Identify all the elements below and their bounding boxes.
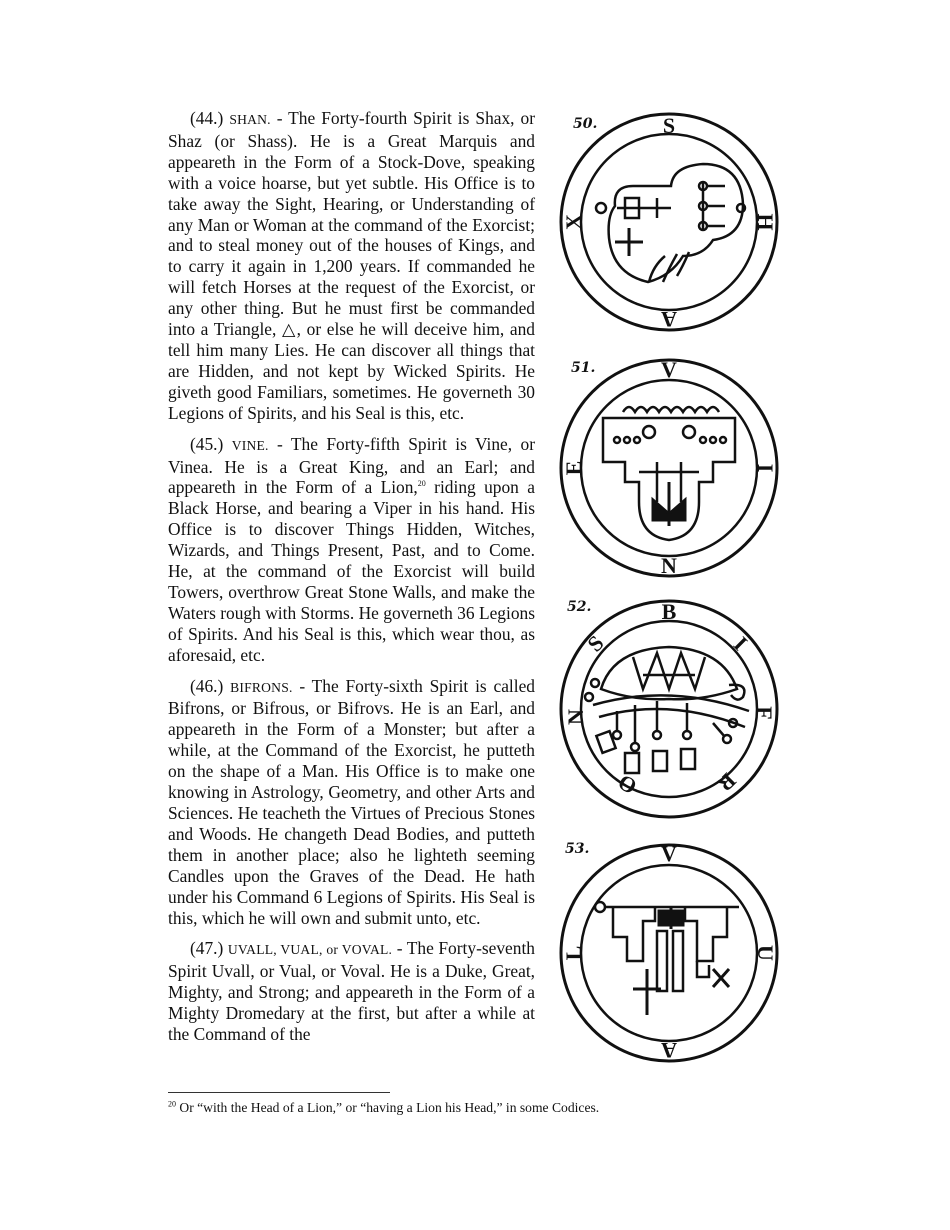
seal-number: 51. bbox=[571, 360, 596, 376]
footnote-marker[interactable]: 20 bbox=[417, 479, 426, 489]
seal-vine bbox=[553, 352, 785, 584]
seal-letter: R bbox=[712, 768, 742, 798]
seal-letter: U bbox=[753, 945, 778, 961]
seal-letter: E bbox=[561, 460, 586, 476]
spirit-name: UVALL, VUAL, or VOVAL. bbox=[227, 942, 393, 958]
seal-letter: N bbox=[563, 709, 588, 725]
seal-letter: O bbox=[613, 769, 641, 800]
spirit-name: SHAN. bbox=[229, 112, 271, 127]
main-text-column bbox=[168, 108, 535, 1055]
seal-letter: V bbox=[661, 841, 677, 866]
seal-letter: N bbox=[661, 553, 677, 578]
seal-letter: A bbox=[661, 307, 677, 332]
spirit-name: BIFRONS. bbox=[230, 679, 293, 695]
seal-letter: V bbox=[661, 357, 677, 382]
paragraph-uvall bbox=[168, 938, 535, 1045]
spirit-name: VINE. bbox=[231, 437, 269, 453]
paragraph-body: - The Forty-fourth Spirit is Shax, or Shaz (or Shass). He is a Great Marquis and appeareth in the Form of a Stock-Dove, speaking with a voice hoarse, but yet subtle. His Office is to take away the Sight, Hearing, or Understanding of any Man or Woman at the command of the Exorcist; and to steal money out of the houses of Kings, and to carry it again in 1,200 years. If commanded he will fetch Horses at the request of the Exorcist, or any other thing. But he must first be commanded into a Triangle, △, or else he will deceive him, and tell him many Lies. He can discover all things that are Hidden, and not kept by Wicked Spirits. He giveth good Familiars, sometimes. He governeth 30 Legions of Spirits, and his Seal is this, etc. bbox=[168, 108, 535, 423]
footnote bbox=[168, 1099, 818, 1116]
seal-uvall bbox=[553, 837, 785, 1069]
seal-number: 52. bbox=[567, 599, 592, 615]
seal-letter: A bbox=[661, 1038, 677, 1063]
seal-letter: B bbox=[661, 599, 677, 624]
footnote-number: 20 bbox=[168, 1099, 176, 1109]
footnote-divider bbox=[168, 1092, 390, 1093]
seal-shax-drawing bbox=[553, 106, 785, 338]
seal-letter: X bbox=[561, 214, 586, 230]
entry-number: (45.) bbox=[190, 433, 232, 454]
entry-number: (47.) bbox=[190, 938, 228, 959]
paragraph-shax bbox=[168, 108, 535, 424]
seal-letter: S bbox=[582, 630, 609, 657]
seal-vine-drawing bbox=[553, 352, 785, 584]
seal-bifrons-drawing bbox=[553, 593, 785, 825]
paragraph-body: - The Forty-fifth Spirit is Vine, or Vinea. He is a Great King, and an Earl; and appeareth in the Form of a Lion, bbox=[168, 433, 536, 498]
paragraph-body: - The Forty-sixth Spirit is called Bifrons, or Bifrous, or Bifrovs. He is an Earl, and appeareth in the Form of a Monster; but after a while, at the Command of the Exorcist, he putteth on the shape of a Man. His Office is to make one knowing in Astrology, Geometry, and other Arts and Sciences. He teacheth the Virtues of Precious Stones and Woods. He changeth Dead Bodies, and putteth them in another place; also he lighteth seeming Candles upon the Graves of the Dead. He hath under his Command 6 Legions of Spirits. His Seal is this, which he will own and submit unto, etc. bbox=[168, 675, 536, 928]
seal-shax bbox=[553, 106, 785, 338]
seal-uvall-drawing bbox=[553, 837, 785, 1069]
seal-bifrons bbox=[553, 593, 785, 825]
paragraph-body: - The Forty-seventh Spirit Uvall, or Vual, or Voval. He is a Duke, Great, Mighty, and Strong; and appeareth in the Form of a Mighty Dromedary at the first, but after a while at the Command of the bbox=[168, 938, 535, 1045]
footnote-text: Or “with the Head of a Lion,” or “having a Lion his Head,” in some Codices. bbox=[176, 1100, 600, 1115]
seal-number: 50. bbox=[573, 116, 598, 132]
seal-letter: I bbox=[753, 463, 778, 473]
entry-number: (46.) bbox=[190, 675, 231, 696]
seal-letter: L bbox=[561, 945, 586, 961]
entry-number: (44.) bbox=[190, 108, 230, 128]
seal-number: 53. bbox=[565, 841, 590, 857]
paragraph-body-continued: riding upon a Black Horse, and bearing a Viper in his hand. His Office is to discover Things Hidden, Witches, Wizards, and Things Present, Past, and to Come. He, at the command of the Exorcist will build Towers, overthrow Great Stone Walls, and make the Waters rough with Storms. He governeth 36 Legions of Spirits. And his Seal is this, which wear thou, as aforesaid, etc. bbox=[168, 477, 535, 665]
seal-letter: S bbox=[662, 113, 676, 138]
seal-letter: I bbox=[728, 631, 753, 656]
seal-letter: F bbox=[752, 706, 777, 720]
paragraph-vine bbox=[168, 434, 535, 666]
seal-letter: H bbox=[753, 213, 778, 231]
paragraph-bifrons bbox=[168, 676, 535, 929]
